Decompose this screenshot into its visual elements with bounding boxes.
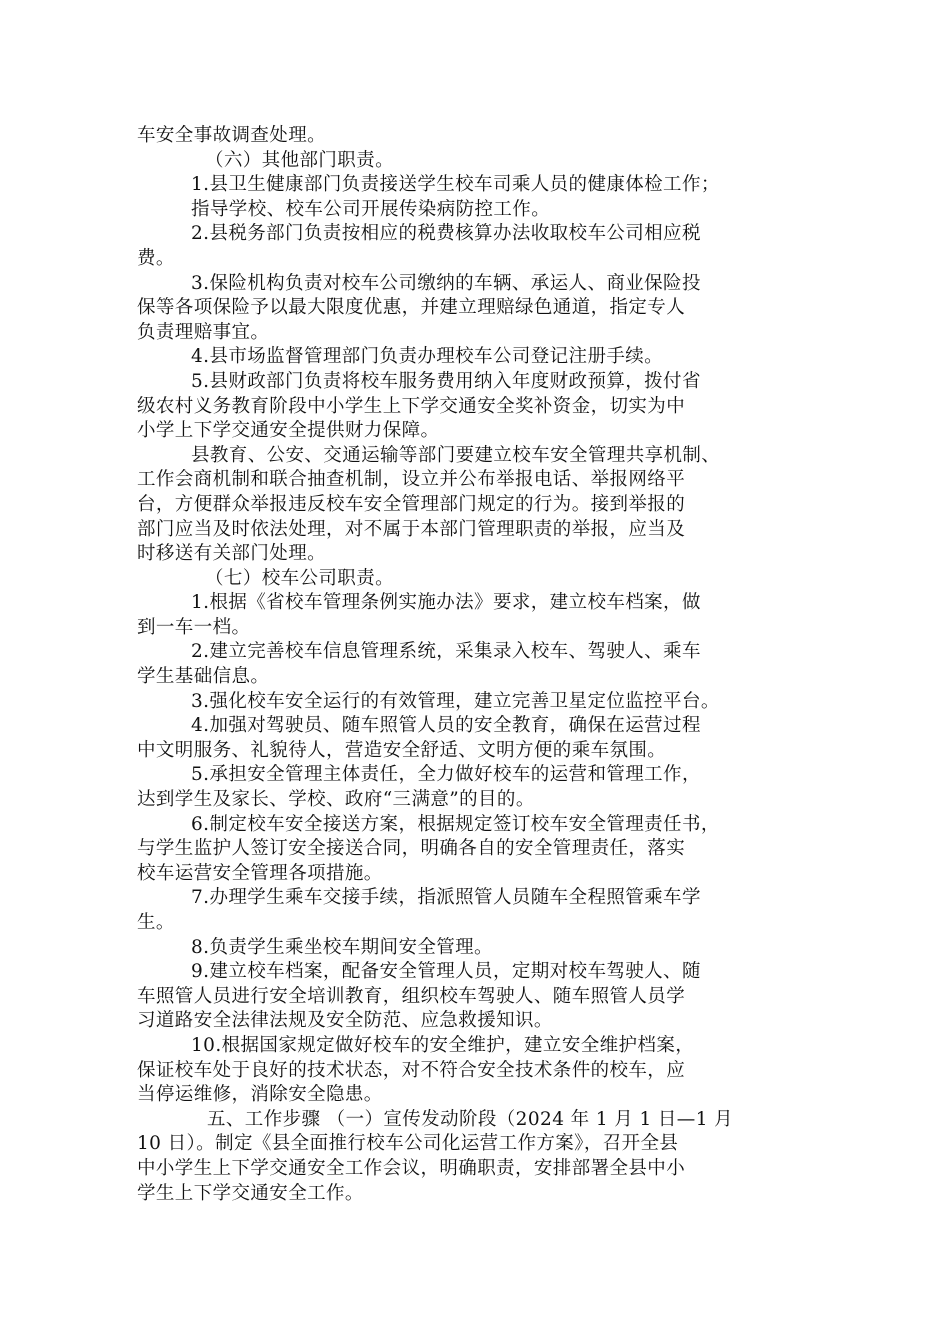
text-line: 习道路安全法律法规及安全防范、应急救援知识。 bbox=[137, 1010, 553, 1032]
text-line: 4.加强对驾驶员、随车照管人员的安全教育，确保在运营过程 bbox=[191, 715, 701, 737]
text-line: 负责理赔事宜。 bbox=[137, 321, 270, 343]
text-line: 当停运维修，消除安全隐患。 bbox=[137, 1084, 383, 1106]
text-line: 车照管人员进行安全培训教育，组织校车驾驶人、随车照管人员学 bbox=[137, 985, 686, 1007]
text-line: 10.根据国家规定做好校车的安全维护，建立安全维护档案， bbox=[191, 1034, 695, 1056]
text-line: 级农村义务教育阶段中小学生上下学交通安全奖补资金，切实为中 bbox=[137, 395, 686, 417]
text-line: 工作会商机制和联合抽查机制，设立并公布举报电话、举报网络平 bbox=[137, 469, 686, 491]
text-line: 学生基础信息。 bbox=[137, 666, 270, 688]
text-line: 保证校车处于良好的技术状态，对不符合安全技术条件的校车，应 bbox=[137, 1059, 686, 1081]
text-line: 生。 bbox=[137, 912, 175, 933]
text-line: 五、工作步骤 （一）宣传发动阶段（2024 年 1 月 1 日—1 月 bbox=[207, 1108, 734, 1130]
document-body bbox=[137, 124, 817, 1206]
text-line: 指导学校、校车公司开展传染病防控工作。 bbox=[191, 198, 551, 220]
text-line: 部门应当及时依法处理，对不属于本部门管理职责的举报，应当及 bbox=[137, 518, 686, 540]
text-line: 中文明服务、礼貌待人，营造安全舒适、文明方便的乘车氛围。 bbox=[137, 739, 667, 761]
text-line: 费。 bbox=[137, 247, 175, 269]
text-line: 5.县财政部门负责将校车服务费用纳入年度财政预算，拨付省 bbox=[191, 370, 701, 392]
text-line: 车安全事故调查处理。 bbox=[137, 125, 327, 146]
text-line: 1.县卫生健康部门负责接送学生校车司乘人员的健康体检工作； bbox=[191, 174, 720, 196]
text-line: 台，方便群众举报违反校车安全管理部门规定的行为。接到举报的 bbox=[137, 493, 686, 515]
text-line: 达到学生及家长、学校、政府“三满意”的目的。 bbox=[137, 789, 535, 811]
text-line: 8.负责学生乘坐校车期间安全管理。 bbox=[191, 936, 493, 958]
text-line: 6.制定校车安全接送方案，根据规定签订校车安全管理责任书， bbox=[191, 813, 720, 835]
text-line: （七）校车公司职责。 bbox=[205, 567, 395, 589]
text-line: 学生上下学交通安全工作。 bbox=[137, 1182, 364, 1204]
text-line: 4.县市场监督管理部门负责办理校车公司登记注册手续。 bbox=[191, 346, 664, 368]
text-line: 2.县税务部门负责按相应的税费核算办法收取校车公司相应税 bbox=[191, 223, 701, 245]
text-line: 与学生监护人签订安全接送合同，明确各自的安全管理责任，落实 bbox=[137, 838, 686, 860]
text-line: 时移送有关部门处理。 bbox=[137, 543, 327, 565]
text-line: 校车运营安全管理各项措施。 bbox=[137, 862, 383, 884]
text-line: 3.强化校车安全运行的有效管理，建立完善卫星定位监控平台。 bbox=[191, 690, 720, 712]
text-line: 7.办理学生乘车交接手续，指派照管人员随车全程照管乘车学 bbox=[191, 887, 701, 909]
text-line: 2.建立完善校车信息管理系统，采集录入校车、驾驶人、乘车 bbox=[191, 641, 701, 663]
text-line: 10 日）。制定《县全面推行校车公司化运营工作方案》，召开全县 bbox=[137, 1133, 679, 1155]
text-line: 县教育、公安、交通运输等部门要建立校车安全管理共享机制、 bbox=[191, 444, 721, 466]
text-line: （六）其他部门职责。 bbox=[205, 149, 395, 171]
text-line: 9.建立校车档案，配备安全管理人员，定期对校车驾驶人、随 bbox=[191, 961, 701, 983]
text-line: 3.保险机构负责对校车公司缴纳的车辆、承运人、商业保险投 bbox=[191, 272, 701, 294]
text-line: 到一车一档。 bbox=[137, 616, 251, 638]
text-line: 小学上下学交通安全提供财力保障。 bbox=[137, 420, 440, 442]
text-line: 中小学生上下学交通安全工作会议，明确职责，安排部署全县中小 bbox=[137, 1157, 686, 1179]
text-line: 5.承担安全管理主体责任，全力做好校车的运营和管理工作， bbox=[191, 764, 701, 786]
text-line: 1.根据《省校车管理条例实施办法》要求，建立校车档案，做 bbox=[191, 592, 701, 614]
text-line: 保等各项保险予以最大限度优惠，并建立理赔绿色通道，指定专人 bbox=[137, 297, 686, 319]
